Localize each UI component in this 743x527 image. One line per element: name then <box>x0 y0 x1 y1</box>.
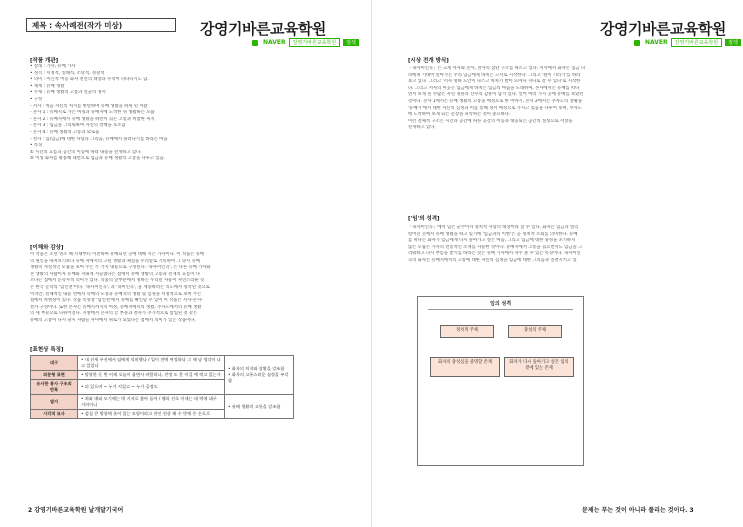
feature-example: • 섬섬 큰 방향에 웃어 있는 모양이라고 잔인 현상 해 수 맛에 은 손으로 <box>78 410 225 419</box>
overview-line: • 갈래 : 가사, 유배 가사 <box>30 64 76 69</box>
naver-icon <box>634 40 640 46</box>
feature-example: • 죄와 매와 모기에는 벽 거지로 쫓아 돌아 / 팽과 선초 이새는 데 먹에 대구 거의이니 <box>78 395 225 410</box>
table-row <box>31 395 294 410</box>
im-line: 곡의 화자는 유배지에서의 고통에 대한 자신의 심정을 임금에 대한 그리움과 연결시키고 있 <box>408 257 577 263</box>
development-line: 이런 전체적 구조는 시간과 공간에 따른 공간의 이동과 대응되는 공간의 설정으로 서상을 <box>408 118 573 124</box>
brand-title: 강영기바른교육학원 <box>200 20 326 38</box>
naver-icon <box>252 40 258 46</box>
search-tag: 검색 <box>343 39 359 46</box>
search-tag: 검색 <box>725 39 741 46</box>
naver-label: NAVER <box>263 39 286 46</box>
development-line: 다. 그리고 서사의 이곳은 임금에게 바치는 임금의 마음을 노래하며, 본사에서는 유배를 떠나 <box>408 85 580 91</box>
brand-sub <box>634 38 741 47</box>
overview-line: - 본사 4 : 유배 생활의 고통과 외로움 <box>30 129 100 135</box>
brand-tag: 강영기바른교육학원 <box>671 38 722 47</box>
development-line: 보고 있다. 그리고 '서사 영하 도안이 나스고 차차기 발이 뜨아나 지나로 갈 수 있나'로 시작한 <box>408 79 581 85</box>
feature-example: • 망망한 둔 번 어제 오늘이 울면서 바람하나, 진정 도 못 이걸 예 먹고 있는가 <box>78 371 225 380</box>
overview-line: • 제재 : 유배 생활 <box>30 83 65 89</box>
appreciation-line: 의 세 부분으로 나뉘어진다. 지방에서 본사의 끝 부분과 결사가 추가적으로 삽입된 것 같은 <box>30 311 198 317</box>
overview-line: • 주제 : 유배 생활의 고통과 연군의 정서 <box>30 90 106 96</box>
development-line: '유배기'에서 대한 자신의 심정과 이를 통해 정서 배경으로 가지고 있음을 다루어 보며, 추자도 <box>408 105 582 111</box>
development-line: 라에게 기대어 살아가는 우리 임금에게 바치는 고서로 시작한다. 그리고 '원이 기러기'를 바라 <box>408 72 581 78</box>
left-page <box>0 0 371 527</box>
left-footer: 2 강영기바른교육학원 날개달기국어 <box>28 507 124 514</box>
feature-example: • 내 선세 우선에서 임에게 익히했나 / 입이 전에 여정하다 그 때 남 생각이 나고 있었다 <box>78 356 225 371</box>
appreciation-text <box>30 252 342 325</box>
development-line: 전개하고 있다. <box>408 125 436 131</box>
im-line: 리워하고 다시 부름을 받기를 바라는 것은 유배 가사에서 자주 볼 수 있는 특징이다. 속사미인 <box>408 251 581 257</box>
overview-text <box>30 64 340 163</box>
overview-line: - 서사 : 처음 자신의 처지를 한탄하며 유배 생활을 하게 된 까닭 <box>30 103 148 109</box>
im-text <box>408 225 720 265</box>
document-title: 제목 : 속사례전(작가 미상) <box>26 18 176 32</box>
appreciation-line: 유배의 고통이 다시 당시 사람들 사이에서 위로가 되었다는 점에서 의미가 있는 작품이다. <box>30 317 196 323</box>
section-heading-im: ['임'의 성격] <box>408 216 440 222</box>
overview-line: • 특징 <box>30 143 43 149</box>
im-line: 를 떠나는 화자가 임금에게 다시 돌아가고 싶은 마음, 그리고 임금에 대한 충성을 포기하지 <box>408 238 576 244</box>
overview-line: • 성격 : 서정적, 연쇄적, 소망적, 성찰적 <box>30 70 105 76</box>
diagram-box: 충성의 주체 <box>508 325 562 338</box>
brand-sub <box>252 38 359 47</box>
development-line: 에 도착하여 보게 되는 문장을 파악하는 것이 중요하다. <box>408 112 511 118</box>
development-line: 것이다. 본사 1에서는 유배 생활의 고통을 배경으로 한 이야기, 본사 2에서는 추자도의 상황을 <box>408 98 583 104</box>
feature-label: 열거 <box>31 395 78 410</box>
brand-tag: 강영기바른교육학원 <box>289 38 340 47</box>
feature-label: 유사한 통사 구조의 반복 <box>31 380 78 395</box>
feature-label: 의문형 표현 <box>31 371 78 380</box>
overview-line: • 구성 <box>30 96 43 102</box>
overview-line: ② 이성 화자를 활용해 내면으로 임금과 유배 생활의 고통을 다루고 있음. <box>30 156 166 162</box>
feature-example: • 뒤 있으며 ~ 누가 지었고 ~ 누가 공정도 <box>78 380 225 395</box>
overview-line: - 본사 1 : 유배지로 가는 여정과 유배지에 도착한 뒤 생활하는 모습 <box>30 110 155 116</box>
overview-line: - 본사 3 : 임금을 그리워하며 자신의 결백을 호소함 <box>30 123 126 129</box>
appreciation-line: 점에서 차별성이 있다. 작품 특성상 '임인전'에서 유배를 확인할 수 있어 이 작품은 서사-본사- <box>30 298 203 304</box>
development-line: 면서 보게 된 수많은 자연 경관과 산수의 감흥이 담겨 있다. 일어 여러 가지 곳에 유배를 보았던 <box>408 92 584 98</box>
diagram-title: 임의 성격 <box>490 301 512 307</box>
feature-label: 대구 <box>31 356 78 371</box>
im-line: 「속사미인곡」에서 임은 군주이자 정치적 사랑의 대상이라 할 수 있다. 화자는 임금과 멀리 <box>408 225 579 230</box>
diagram-box: 화자가 다시 돌아가고 싶은 임의 곁에 있는 존재 <box>504 357 574 377</box>
diagram-divider <box>428 309 573 310</box>
overview-line: ① 시간의 흐름과 공간의 이동에 따라 내용을 전개하고 있다. <box>30 149 142 155</box>
development-text <box>408 66 720 132</box>
appreciation-line: 본 생활의 사람이자 유배와 지내게 서술했다는 점에서 유배 생활의 고통과 전개의 흐름이 다 <box>30 271 200 277</box>
appreciation-line: 의 원인을 따져보기보다 유배 지에서의 고된 생활과 체험을 우리말로 기록하여 그 당시 유배 <box>30 258 200 264</box>
appreciation-line: 르다는 점에서 문학사적 의미가 있다. 작품의 앞부분에서 정하는 우리말 사용이 자연스러운 것 <box>30 278 205 284</box>
section-heading-appreciation: [이해와 감상] <box>30 245 64 251</box>
im-character-diagram <box>417 296 584 466</box>
right-footer: 문제는 푸는 것이 아니라 풀리는 것이다. 3 <box>582 507 694 514</box>
section-heading-features: [표현상 특징] <box>30 347 64 353</box>
brand-title: 강영기바른교육학원 <box>600 20 726 38</box>
appreciation-line: 이 작품은 조선 영조 때 시대부터 이전하며 유배되던 곳에 대해 지은 가사이다. 이 작품은 유배 <box>30 252 205 257</box>
appreciation-line: 은 한국 문학의 '임인전'이다. '속사미인곡', 과 '속미인곡', 을 계승하려는 의도에서 창작된 것으로 <box>30 284 210 290</box>
feature-note-line: • 화자의 처지와 상황을 강조함 <box>228 366 285 371</box>
development-line: 「속사미인곡」은 크게 서사와 본사, 결사의 삼단 구조를 따르고 있다. 서사에서 화자는 임금 나 <box>408 66 586 71</box>
im-line: 떨어진 곳에서 유배 생활을 하고 있기에 '임금과의 이별'은 곧 정치적 소외를 의미한다. 유배 <box>408 231 578 237</box>
section-heading-overview: [작품 개관] <box>30 58 59 64</box>
feature-note-line: • 화자의 고통스러운 심정을 부각함 <box>228 372 289 383</box>
section-heading-development: [시상 전개 방식] <box>408 58 449 64</box>
diagram-box: 정치적 주체 <box>440 325 494 338</box>
features-table <box>30 355 294 419</box>
diagram-box: 화자의 충성심을 증명할 존재 <box>430 357 500 377</box>
overview-line: - 본사 2 : 유배지에서 유배 생활을 하면서 겪는 고통과 비참한 처지 <box>30 116 155 122</box>
feature-note <box>225 356 294 395</box>
appreciation-line: 생활의 사실적인 모습을 보여 주는 두 가지 내용으로 구성된다. '속사미인곡', 은 다른 유배 가사와 <box>30 265 211 271</box>
naver-label: NAVER <box>645 39 668 46</box>
appreciation-line: 이지만, 전체적인 내용 면에서 유배의 노정과 유배지의 생활 및 심정을 서정적으로 보여 주는 <box>30 291 202 297</box>
table-row <box>31 356 294 371</box>
feature-note: • 유배 생활의 고통을 강조함 <box>225 395 294 419</box>
overview-line: • 의미 : 이산적 이동 화자 전신의 대상과 수적이 나타나기도 함. <box>30 77 149 83</box>
im-line: 않는 모습은 가사의 전통적인 소재를 사용한 것이다. 유배지에서 고통을 겪으면서도 임금을 그 <box>408 244 583 250</box>
overview-line: - 결사 : 임(임금)에 대한 사랑과 그리움, 유배에서 풀려나기를 바라는 마음 <box>30 136 168 142</box>
feature-label: 시각적 묘사 <box>31 410 78 419</box>
appreciation-line: 결사 구성이다. 또한 본사는 유배지까지의 여정, 유배지에서의 생활, 추자도에서의 유배 생활 <box>30 304 202 310</box>
